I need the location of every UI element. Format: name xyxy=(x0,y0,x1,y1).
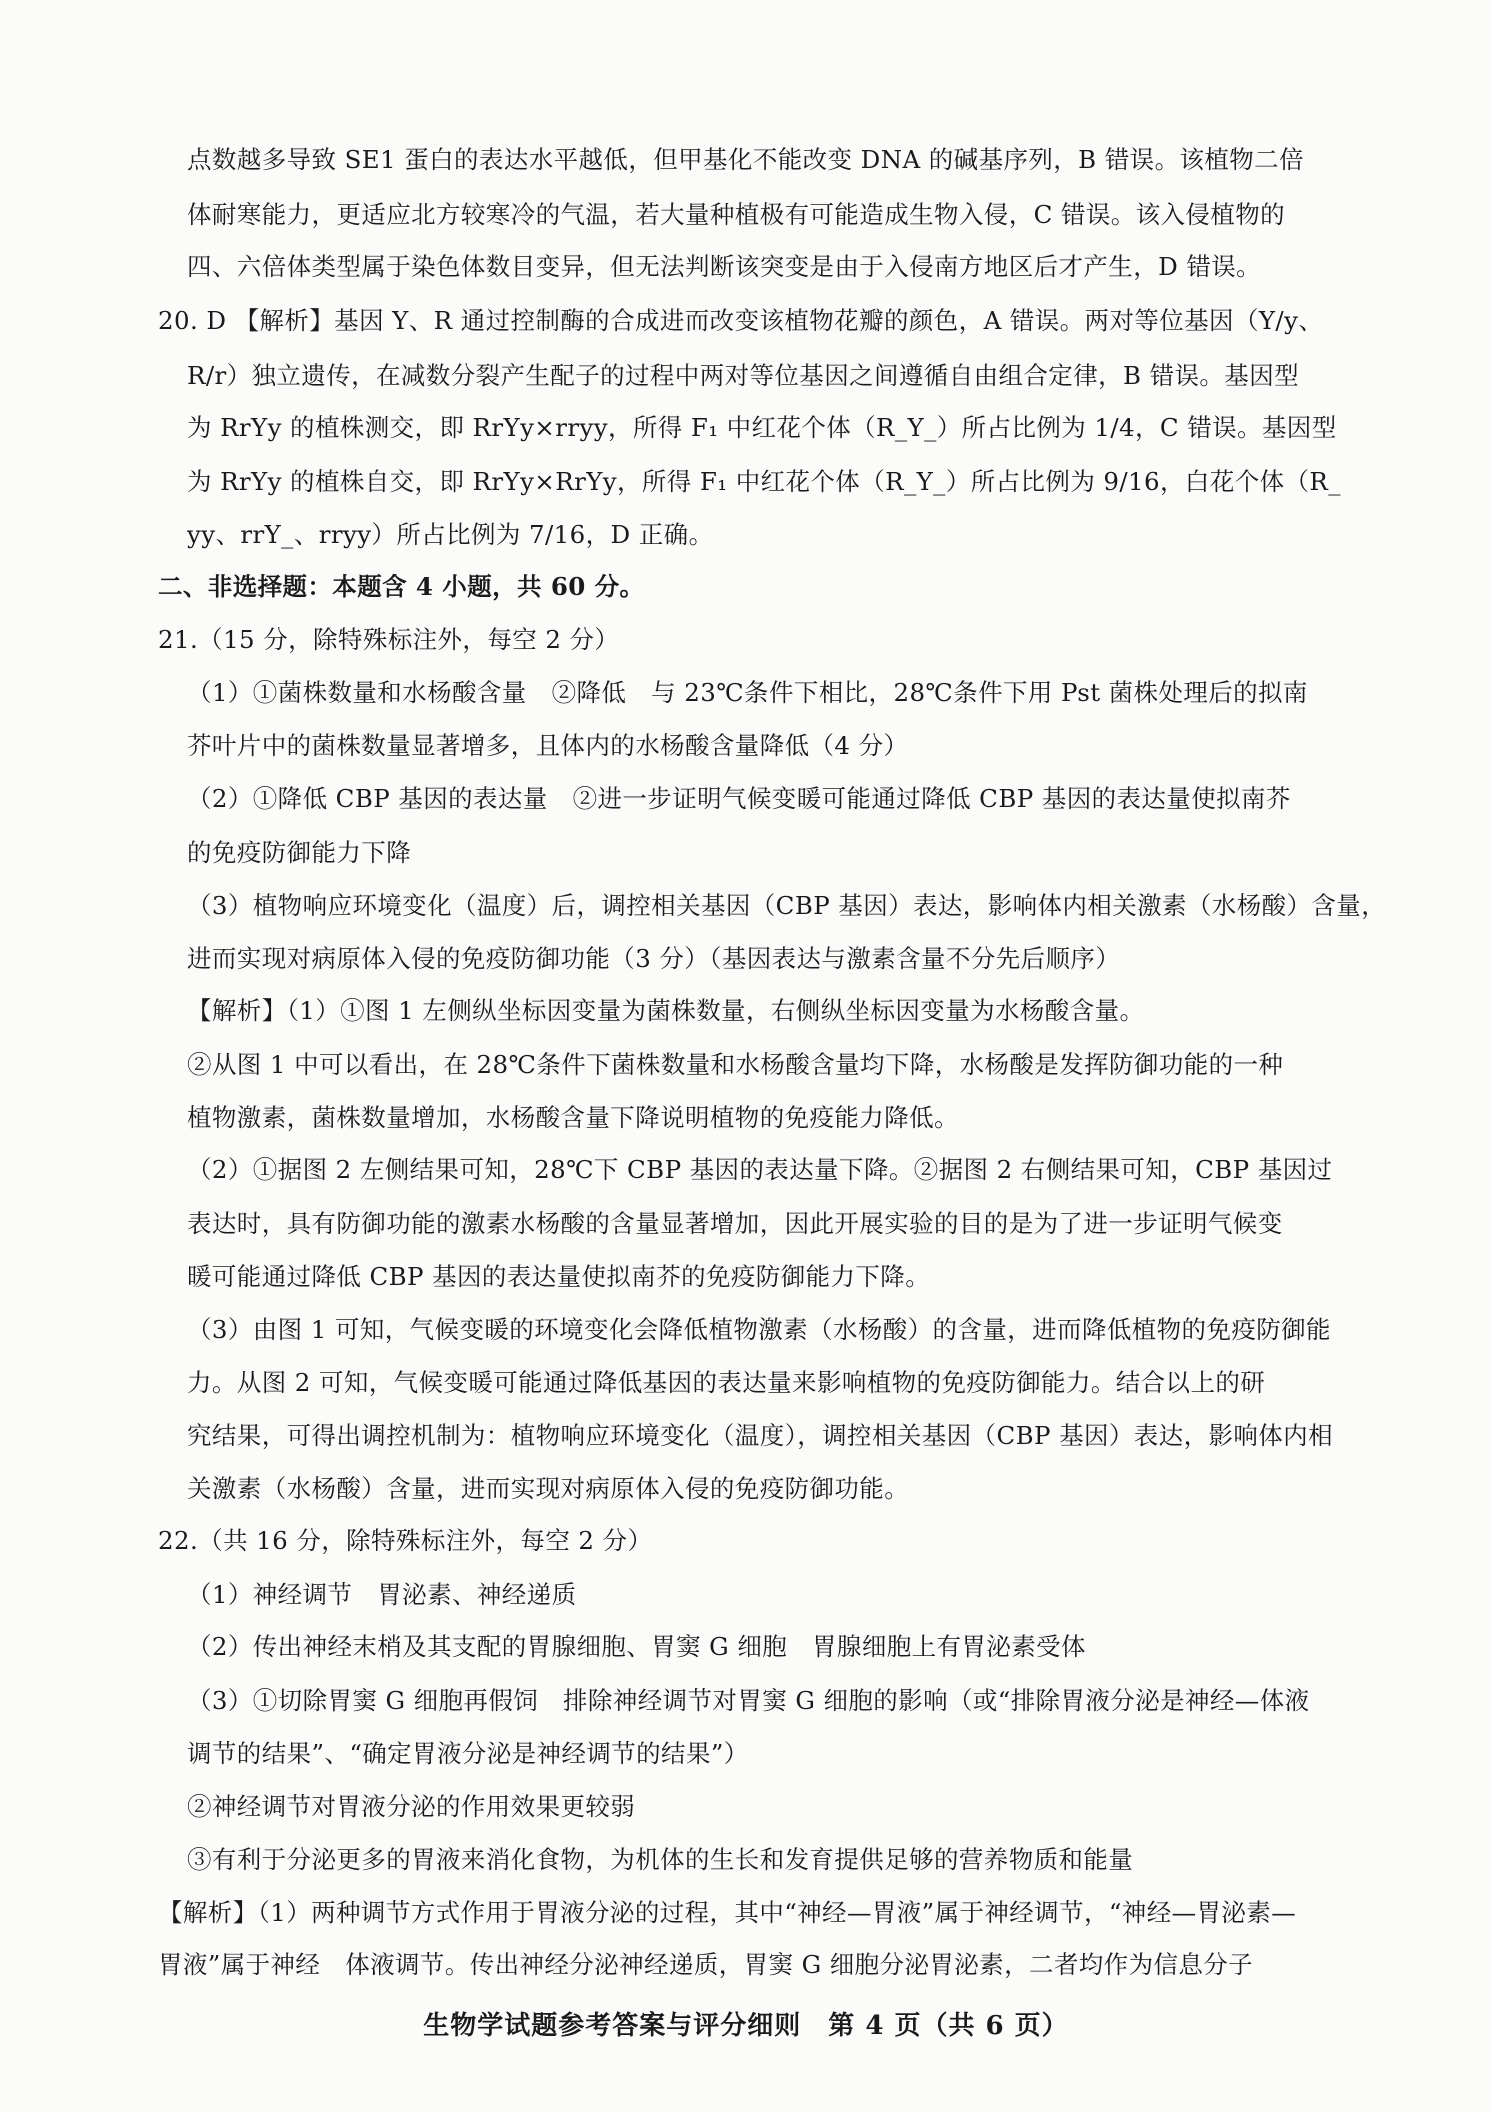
text-line: 为 RrYy 的植株测交，即 RrYy×rryy，所得 F₁ 中红花个体（R_Y_）所占比例为 1/4，C 错误。基因型 xyxy=(187,413,1337,442)
text-line: （3）植物响应环境变化（温度）后，调控相关基因（CBP 基因）表达，影响体内相关激素（水杨酸）含量， xyxy=(187,891,1387,920)
text-line: 调节的结果”、“确定胃液分泌是神经调节的结果”） xyxy=(187,1739,749,1768)
analysis-line: 【解析】（1）两种调节方式作用于胃液分泌的过程，其中“神经—胃液”属于神经调节，“神经—胃泌素— xyxy=(158,1898,1297,1927)
text-line: （1）神经调节 胃泌素、神经递质 xyxy=(187,1580,577,1609)
page-footer: 生物学试题参考答案与评分细则 第 4 页（共 6 页） xyxy=(423,2011,1069,2041)
section-heading: 二、非选择题：本题含 4 小题，共 60 分。 xyxy=(158,572,645,601)
text-line: （2）①降低 CBP 基因的表达量 ②进一步证明气候变暖可能通过降低 CBP 基因的表达量使拟南芥 xyxy=(187,784,1291,813)
text-line: 植物激素，菌株数量增加，水杨酸含量下降说明植物的免疫能力降低。 xyxy=(187,1103,959,1132)
text-line: 关激素（水杨酸）含量，进而实现对病原体入侵的免疫防御功能。 xyxy=(187,1474,910,1503)
text-line: （3）①切除胃窦 G 细胞再假饲 排除神经调节对胃窦 G 细胞的影响（或“排除胃液分泌是神经—体液 xyxy=(187,1686,1310,1715)
text-line: ②从图 1 中可以看出，在 28℃条件下菌株数量和水杨酸含量均下降，水杨酸是发挥防御功能的一种 xyxy=(187,1050,1284,1079)
text-line: 究结果，可得出调控机制为：植物响应环境变化（温度），调控相关基因（CBP 基因）表达，影响体内相 xyxy=(187,1421,1333,1450)
text-line: R/r）独立遗传，在减数分裂产生配子的过程中两对等位基因之间遵循自由组合定律，B 错误。基因型 xyxy=(187,361,1299,390)
text-line: 点数越多导致 SE1 蛋白的表达水平越低，但甲基化不能改变 DNA 的碱基序列，B 错误。该植物二倍 xyxy=(187,145,1304,174)
text-line: 为 RrYy 的植株自交，即 RrYy×RrYy，所得 F₁ 中红花个体（R_Y_）所占比例为 9/16，白花个体（R_ xyxy=(187,467,1341,496)
text-line: ②神经调节对胃液分泌的作用效果更较弱 xyxy=(187,1792,636,1821)
text-line: ③有利于分泌更多的胃液来消化食物，为机体的生长和发育提供足够的营养物质和能量 xyxy=(187,1845,1134,1874)
text-line: （2）传出神经末梢及其支配的胃腺细胞、胃窦 G 细胞 胃腺细胞上有胃泌素受体 xyxy=(187,1632,1086,1661)
text-line: 表达时，具有防御功能的激素水杨酸的含量显著增加，因此开展实验的目的是为了进一步证明气候变 xyxy=(187,1209,1283,1238)
text-line: 力。从图 2 可知，气候变暖可能通过降低基因的表达量来影响植物的免疫防御能力。结合以上的研 xyxy=(187,1368,1266,1397)
text-line: 的免疫防御能力下降 xyxy=(187,838,412,867)
text-line: （2）①据图 2 左侧结果可知，28℃下 CBP 基因的表达量下降。②据图 2 右侧结果可知，CBP 基因过 xyxy=(187,1155,1333,1184)
answer-20-line: 20. D 【解析】基因 Y、R 通过控制酶的合成进而改变该植物花瓣的颜色，A 错误。两对等位基因（Y/y、 xyxy=(158,306,1324,335)
text-line: 四、六倍体类型属于染色体数目变异，但无法判断该突变是由于入侵南方地区后才产生，D 错误。 xyxy=(187,252,1262,281)
text-line: 芥叶片中的菌株数量显著增多，且体内的水杨酸含量降低（4 分） xyxy=(187,731,909,760)
text-line: 进而实现对病原体入侵的免疫防御功能（3 分）（基因表达与激素含量不分先后顺序） xyxy=(187,944,1121,973)
text-line: （3）由图 1 可知，气候变暖的环境变化会降低植物激素（水杨酸）的含量，进而降低植物的免疫防御能 xyxy=(187,1315,1331,1344)
text-line: yy、rrY_、rryy）所占比例为 7/16，D 正确。 xyxy=(187,520,714,549)
text-line: 体耐寒能力，更适应北方较寒冷的气温，若大量种植极有可能造成生物入侵，C 错误。该入侵植物的 xyxy=(187,200,1286,229)
text-line: 暖可能通过降低 CBP 基因的表达量使拟南芥的免疫防御能力下降。 xyxy=(187,1262,931,1291)
question-22-heading: 22.（共 16 分，除特殊标注外，每空 2 分） xyxy=(158,1526,653,1555)
question-21-heading: 21.（15 分，除特殊标注外，每空 2 分） xyxy=(158,625,620,654)
text-line: 胃液”属于神经 体液调节。传出神经分泌神经递质，胃窦 G 细胞分泌胃泌素，二者均作为信息分子 xyxy=(158,1950,1254,1979)
text-line: （1）①菌株数量和水杨酸含量 ②降低 与 23℃条件下相比，28℃条件下用 Pst 菌株处理后的拟南 xyxy=(187,678,1308,707)
analysis-line: 【解析】（1）①图 1 左侧纵坐标因变量为菌株数量，右侧纵坐标因变量为水杨酸含量。 xyxy=(187,996,1145,1025)
